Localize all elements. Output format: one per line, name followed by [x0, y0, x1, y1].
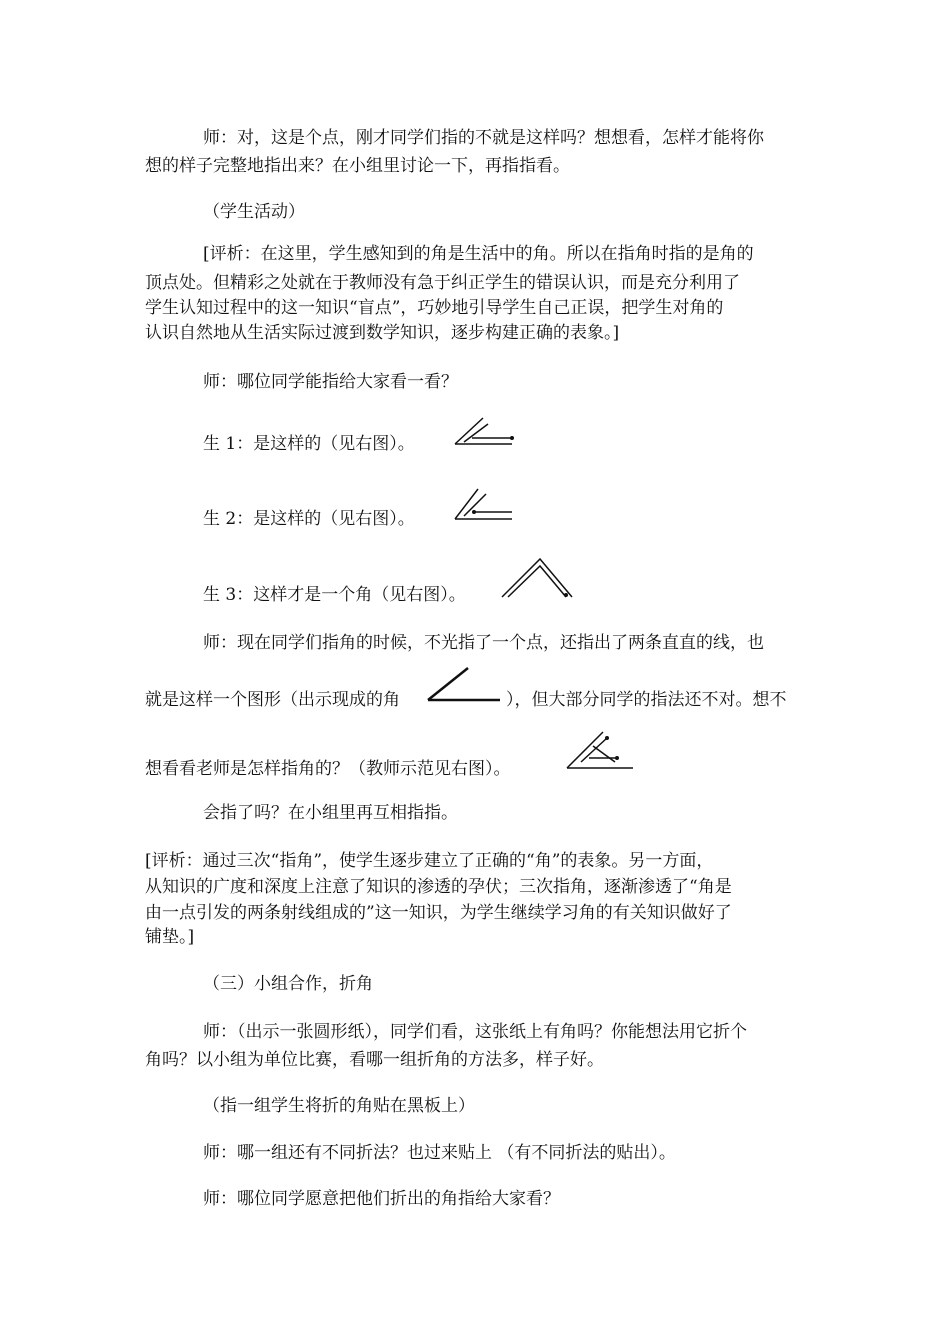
commentary-line: [评析：在这里，学生感知到的角是生活中的角。所以在指角时指的是角的 [203, 244, 754, 264]
commentary-line: 认识自然地从生活实际过渡到数学知识，逐步构建正确的表象。] [145, 323, 620, 343]
commentary-line: 学生认知过程中的这一知识“盲点”，巧妙地引导学生自己正误，把学生对角的 [145, 298, 724, 318]
commentary-line: 铺垫。] [145, 927, 195, 947]
commentary-line: 从知识的广度和深度上注意了知识的渗透的孕伏；三次指角，逐渐渗透了“角是 [145, 877, 732, 897]
text-line: 师：现在同学们指角的时候，不光指了一个点，还指出了两条直直的线，也 [203, 633, 764, 653]
commentary-line: [评析：通过三次“指角”，使学生逐步建立了正确的“角”的表象。另一方面， [145, 851, 714, 871]
text-line: 就是这样一个图形（出示现成的角 [145, 690, 400, 710]
text-line: 想的样子完整地指出来？在小组里讨论一下，再指指看。 [145, 156, 570, 176]
commentary-line: 由一点引发的两条射线组成的”这一知识，为学生继续学习角的有关知识做好了 [145, 903, 732, 923]
angle-figure-student-2 [450, 484, 520, 524]
text-line: 师：哪位同学能指给大家看一看？ [203, 372, 458, 392]
text-line: 生 1：是这样的（见右图）。 [203, 434, 415, 454]
commentary-line: 顶点处。但精彩之处就在于教师没有急于纠正学生的错误认识，而是充分利用了 [145, 273, 740, 293]
angle-figure-student-1 [450, 414, 520, 450]
angle-figure-teacher [563, 728, 639, 774]
angle-shape-figure [424, 664, 504, 708]
section-heading: （三）小组合作，折角 [203, 974, 373, 994]
angle-figure-student-3 [498, 555, 578, 601]
text-line: 生 2：是这样的（见右图）。 [203, 509, 415, 529]
text-line: 师：对，这是个点，刚才同学们指的不就是这样吗？想想看，怎样才能将你 [203, 128, 764, 148]
text-line: 会指了吗？在小组里再互相指指。 [203, 803, 458, 823]
text-line: （学生活动） [203, 202, 305, 222]
text-line: 师：哪一组还有不同折法？也过来贴上 （有不同折法的贴出）。 [203, 1143, 676, 1163]
text-line: 角吗？以小组为单位比赛，看哪一组折角的方法多，样子好。 [145, 1050, 604, 1070]
text-line: 想看看老师是怎样指角的？（教师示范见右图）。 [145, 759, 511, 779]
text-line: （指一组学生将折的角贴在黑板上） [203, 1096, 475, 1116]
text-line: 师：（出示一张圆形纸），同学们看，这张纸上有角吗？你能想法用它折个 [203, 1022, 747, 1042]
text-line: 生 3：这样才是一个角（见右图）。 [203, 585, 466, 605]
text-line: ），但大部分同学的指法还不对。想不 [506, 690, 787, 710]
text-line: 师：哪位同学愿意把他们折出的角指给大家看？ [203, 1189, 560, 1209]
